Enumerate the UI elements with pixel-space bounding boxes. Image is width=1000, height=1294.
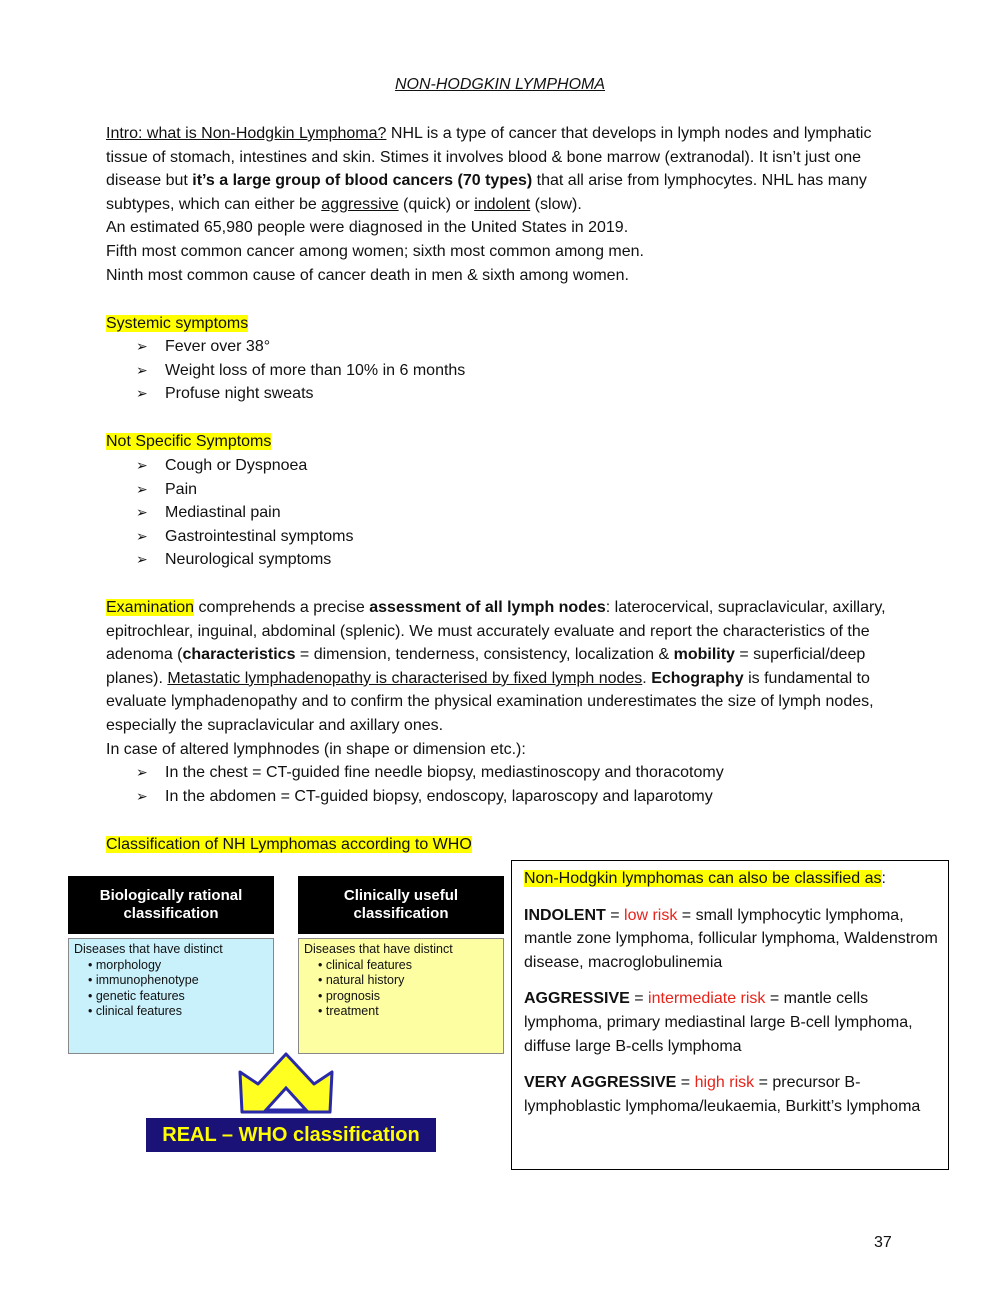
- indolent-entry: INDOLENT = low risk = small lymphocytic lymphoma, mantle zone lymphoma, follicular lymphoma, Waldenstrom disease, macroglobulinemia: [524, 906, 938, 971]
- list-item-text: Fever over 38°: [165, 338, 271, 355]
- list-item: [136, 478, 906, 502]
- list-item: [136, 548, 906, 572]
- fig-right-item: • natural history: [318, 973, 405, 987]
- list-item-text: Pain: [165, 480, 198, 498]
- arrow-bullet-icon: ➢: [136, 385, 148, 402]
- intro-paragraph: [106, 122, 906, 287]
- arrow-bullet-icon: ➢: [136, 361, 148, 378]
- who-classification-figure: [66, 874, 506, 1154]
- risk-label: intermediate risk: [648, 990, 766, 1008]
- list-item: [136, 382, 906, 406]
- aggressive-entry: AGGRESSIVE = intermediate risk = mantle cells lymphoma, primary mediastinal large B-cell lymphoma, diffuse large B-cells lymphoma: [524, 990, 913, 1055]
- arrow-bullet-icon: ➢: [136, 527, 148, 544]
- who-heading: [106, 833, 472, 857]
- exam-text: = superficial/deep planes).: [106, 646, 866, 687]
- fig-right-header: Clinically useful classification: [298, 876, 504, 934]
- page-number: 37: [874, 1234, 892, 1251]
- arrow-bullet-icon: ➢: [136, 551, 148, 568]
- list-item-text: Gastrointestinal symptoms: [165, 527, 354, 545]
- fig-right-box: [298, 938, 504, 1054]
- list-item-text: In the chest = CT-guided fine needle biopsy, mediastinoscopy and thoracotomy: [165, 764, 724, 782]
- arrow-bullet-icon: ➢: [136, 338, 148, 354]
- examination-paragraph: [106, 596, 906, 808]
- list-item-text: Profuse night sweats: [165, 385, 314, 403]
- examination-label: Examination: [106, 599, 195, 616]
- box-heading: Non-Hodgkin lymphomas can also be classified as:: [524, 870, 886, 887]
- list-item: [136, 335, 906, 359]
- fig-left-item: • immunophenotype: [88, 973, 199, 987]
- exam-bold: mobility: [673, 646, 735, 664]
- exam-text: = dimension, tenderness, consistency, localization &: [295, 646, 674, 664]
- arrow-bullet-icon: ➢: [136, 764, 148, 781]
- arrow-bullet-icon: ➢: [136, 504, 148, 521]
- aggressive-term: aggressive: [321, 195, 399, 213]
- fig-left-item: • genetic features: [88, 988, 185, 1003]
- exam-underline: Metastatic lymphadenopathy is characterised by fixed lymph nodes: [167, 669, 643, 687]
- list-item-text: Neurological symptoms: [165, 551, 332, 569]
- exam-text: comprehends a precise: [194, 599, 370, 616]
- systemic-list: [106, 335, 906, 406]
- fig-left-header: Biologically rational classification: [68, 876, 274, 934]
- arrow-bullet-icon: ➢: [136, 457, 148, 473]
- fig-right-item: • treatment: [318, 1004, 379, 1018]
- fig-left-box: [68, 938, 274, 1054]
- nonspecific-list: [106, 454, 906, 572]
- intro-bold: it’s a large group of blood cancers (70 types): [192, 172, 533, 190]
- merge-arrow-icon: [236, 1046, 336, 1116]
- list-item: [136, 761, 906, 785]
- intro-line: An estimated 65,980 people were diagnosed in the United States in 2019.: [106, 219, 629, 237]
- intro-text: (quick) or: [398, 195, 475, 213]
- intro-text: (slow).: [530, 195, 582, 213]
- exam-bold: Echography: [651, 669, 744, 687]
- page-title: NON-HODGKIN LYMPHOMA: [394, 76, 606, 93]
- exam-text: is fundamental to evaluate lymphadenopathy and to confirm the physical examination underestimates the size of lymph nodes, especially the supraclavicular and axillary ones.: [106, 669, 874, 734]
- classification-box: [511, 860, 949, 1170]
- intro-text: NHL is a type of cancer that develops in lymph nodes and lymphatic tissue of stomach, intestines and skin. Stimes it involves blood & bone marrow (extranodal). It isn’t just one disease but: [106, 125, 872, 190]
- fig-right-item: • prognosis: [318, 988, 381, 1003]
- list-item: [136, 359, 906, 383]
- list-item: [136, 525, 906, 549]
- list-item-text: Mediastinal pain: [165, 504, 281, 522]
- nonspecific-heading-text: Not Specific Symptoms: [106, 433, 272, 450]
- fig-left-item: • morphology: [88, 957, 162, 972]
- arrow-bullet-icon: ➢: [136, 480, 148, 497]
- exam-line: In case of altered lymphnodes (in shape or dimension etc.):: [106, 740, 526, 758]
- nonspecific-heading: [106, 430, 271, 454]
- exam-text: : laterocervical, supraclavicular, axillary, epitrochlear, inguinal, abdominal (splenic). We must accurately evaluate and report the characteristics of the adenoma (: [106, 599, 886, 664]
- exam-text: .: [642, 669, 652, 687]
- indolent-term: indolent: [474, 195, 531, 213]
- fig-right-intro: Diseases that have distinct: [304, 942, 453, 956]
- arrow-bullet-icon: ➢: [136, 787, 148, 804]
- who-banner: REAL – WHO classification: [146, 1118, 436, 1152]
- fig-left-item: • clinical features: [88, 1004, 183, 1018]
- intro-text: that all arise from lymphocytes. NHL has many subtypes, which can either be: [106, 172, 867, 213]
- exam-bold: characteristics: [182, 646, 296, 664]
- list-item-text: In the abdomen = CT-guided biopsy, endoscopy, laparoscopy and laparotomy: [165, 787, 713, 805]
- risk-label: high risk: [694, 1074, 755, 1092]
- intro-label: Intro: what is Non-Hodgkin Lymphoma?: [106, 125, 387, 142]
- box-heading-text: Non-Hodgkin lymphomas can also be classified as: [524, 870, 882, 887]
- very-aggressive-entry: VERY AGGRESSIVE = high risk = precursor B-lymphoblastic lymphoma/leukaemia, Burkitt’s lymphoma: [524, 1074, 921, 1115]
- list-item: [136, 454, 906, 478]
- systemic-heading: [106, 312, 248, 336]
- who-heading-text: Classification of NH Lymphomas according to WHO: [106, 836, 472, 853]
- intro-line: Fifth most common cancer among women; sixth most common among men.: [106, 242, 644, 260]
- systemic-heading-text: Systemic symptoms: [106, 315, 249, 332]
- intro-line: Ninth most common cause of cancer death in men & sixth among women.: [106, 266, 629, 284]
- fig-left-intro: Diseases that have distinct: [74, 942, 223, 956]
- fig-right-item: • clinical features: [318, 957, 413, 972]
- list-item: [136, 785, 906, 809]
- list-item: [136, 501, 906, 525]
- list-item-text: Weight loss of more than 10% in 6 months: [165, 361, 466, 379]
- risk-label: low risk: [624, 906, 678, 924]
- list-item-text: Cough or Dyspnoea: [165, 457, 308, 474]
- exam-bold: assessment of all lymph nodes: [369, 599, 606, 616]
